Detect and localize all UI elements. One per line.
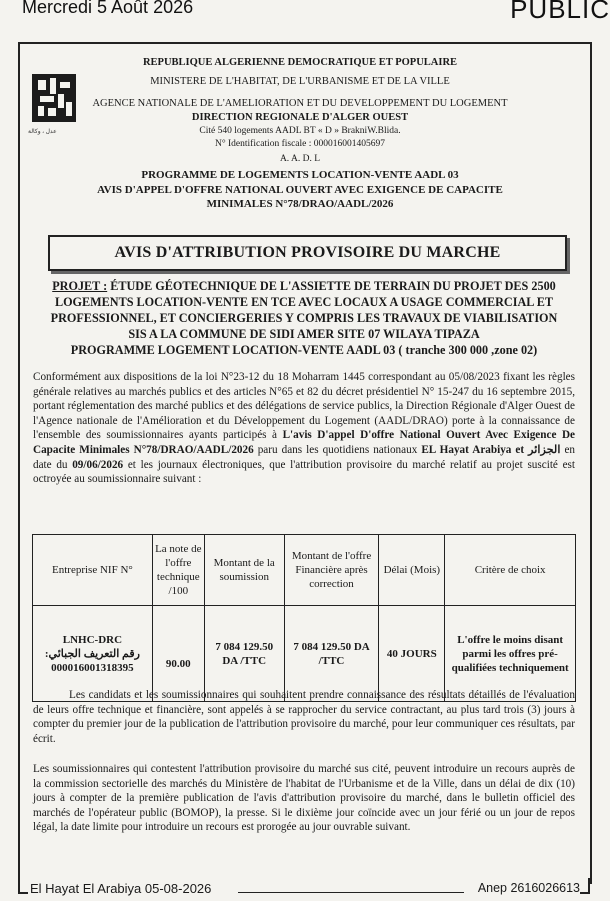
project-label: PROJET :: [52, 279, 108, 293]
footer-rule: [238, 892, 464, 893]
project-line-5: PROGRAMME LOGEMENT LOCATION-VENTE AADL 03 ( tranche 300 000 ,zone 02): [70, 343, 538, 357]
intro-text-3: en date du: [33, 443, 576, 471]
section-title: PUBLIC: [510, 0, 610, 24]
col-header-delai: Délai (Mois): [379, 535, 445, 606]
project-line-3: PROFESSIONNEL, ET CONCIERGERIES Y COMPRIS LES TRAVAUX DE VIABILISATION: [50, 311, 558, 325]
col-header-note: La note de l'offre technique /100: [152, 535, 204, 606]
newspapers: EL Hayat Arabiya et الجزائر: [421, 443, 561, 456]
fiscal-id-line: N° Identification fiscale : 000016001405697: [214, 139, 385, 149]
company-nif: 000016001318395: [51, 661, 134, 674]
award-table: [32, 534, 576, 702]
cell-note: 90.00: [152, 606, 204, 702]
direction-line: DIRECTION REGIONALE D'ALGER OUEST: [191, 112, 409, 123]
cell-critere: L'offre le moins disant parmi les offres pré-qualifiées techniquement: [445, 606, 576, 702]
col-header-montant-corrige: Montant de l'offre Financière après correction: [284, 535, 379, 606]
agency-line: AGENCE NATIONALE DE L'AMELIORATION ET DU DEVELOPPEMENT DU LOGEMENT: [92, 98, 508, 109]
intro-text-2: paru dans les quotidiens nationaux: [253, 443, 422, 456]
footer-anep-ref: Anep 2616026613: [477, 881, 580, 895]
intro-paragraph: [33, 370, 575, 487]
col-header-montant: Montant de la soumission: [204, 535, 284, 606]
notice-title: AVIS D'ATTRIBUTION PROVISOIRE DU MARCHE: [48, 235, 567, 271]
cell-montant: 7 084 129.50 DA /TTC: [204, 606, 284, 702]
footer-source: El Hayat El Arabiya 05-08-2026: [30, 881, 212, 896]
ministry-line: MINISTERE DE L'HABITAT, DE L'URBANISME ET DE LA VILLE: [150, 76, 450, 87]
publication-date: 09/06/2026: [72, 458, 124, 471]
republic-line: REPUBLIQUE ALGERIENNE DEMOCRATIQUE ET POPULAIRE: [142, 57, 458, 68]
cell-delai: 40 JOURS: [379, 606, 445, 702]
issue-date: Mercredi 5 Août 2026: [22, 0, 194, 17]
program-line: PROGRAMME DE LOGEMENTS LOCATION-VENTE AADL 03: [141, 169, 459, 181]
col-header-entreprise: Entreprise NIF N°: [33, 535, 153, 606]
intro-text-4: et les journaux électroniques, que l'attribution provisoire du marché relatif au projet suscité est octroyée au soumissionnaire suivant :: [33, 458, 575, 486]
masthead: [0, 0, 610, 24]
project-line-2: LOGEMENTS LOCATION-VENTE EN TCE AVEC LOCAUX A USAGE COMMERCIAL ET: [54, 295, 554, 309]
project-line-4: SIS A LA COMMUNE DE SIDI AMER SITE 07 WILAYA TIPAZA: [128, 327, 480, 341]
col-header-critere: Critère de choix: [445, 535, 576, 606]
appeal-paragraph: Les soumissionnaires qui contestent l'attribution provisoire du marché sus cité, peuvent introduire un recours auprès de la commission sectorielle des marchés du Ministère de l'habitat de l'Urbanisme et de la Ville, dans un délai de dix (10) jours à compter de la première publication de l'avis d'attribution provisoire du marché, dans le bulletin officiel des marchés de l'opérateur public (BOMOP), la presse. Si le dixième jour coïncide avec un jour férié ou un jour de repos légal, la date limite pour introduire un recours est prorogée au jour ouvrable suivant.: [33, 763, 575, 834]
tender-reference: L'avis D'appel D'offre National Ouvert Avec Exigence De Capacite Minimales N°78/DRAO/AADL/2026: [33, 429, 576, 456]
footer: [0, 878, 600, 900]
project-line-1: ÉTUDE GÉOTECHNIQUE DE L'ASSIETTE DE TERRAIN DU PROJET DES 2500: [107, 279, 556, 293]
table-header-row: [33, 535, 576, 606]
project-block: [36, 278, 572, 358]
intro-text: Conformément aux dispositions de la loi N°23-12 du 18 Moharram 1445 correspondant au 05/08/2023 fixant les règles générale relatives au marchés publics et des articles N°65 et 82 du décret présidentiel N° 15-247 du 16 septembre 2015, portant réglementation des marché publics et des délégations de service publics, la Direction Régionale d'Alger Ouest de l'Agence nationale de l'Amélioration et du Développement du Logement (AADL/DRAO) porte à la connaissance de l'ensemble des soumissionnaires ayants participés à: [33, 371, 575, 442]
results-paragraph: Les candidats et les soumissionnaires qui souhaitent prendre connaissance des résultats détaillés de l'évaluation de leurs offre technique et financière, sont appelés à se rapprocher du service contractant, au plus tard trois (3) jours à compter du premier jour de la publication de l'attribution provisoire du marché, pour leur communiquer ces résultats, par écrit.: [33, 689, 575, 745]
address-line: Cité 540 logements AADL BT « D » BrakniW.Blida.: [199, 126, 401, 136]
nif-label-arabic: رقم التعريف الجبائي:: [44, 647, 140, 660]
logo-caption: عدل ، وكالة: [28, 129, 57, 135]
tender-line: AVIS D'APPEL D'OFFRE NATIONAL OUVERT AVEC EXIGENCE DE CAPACITE: [97, 184, 503, 196]
aadl-abbrev: A. A. D. L: [279, 154, 321, 164]
cell-montant-corrige: 7 084 129.50 DA /TTC: [284, 606, 379, 702]
tender-number-line: MINIMALES N°78/DRAO/AADL/2026: [206, 198, 394, 210]
company-name: LNHC-DRC: [62, 633, 123, 646]
